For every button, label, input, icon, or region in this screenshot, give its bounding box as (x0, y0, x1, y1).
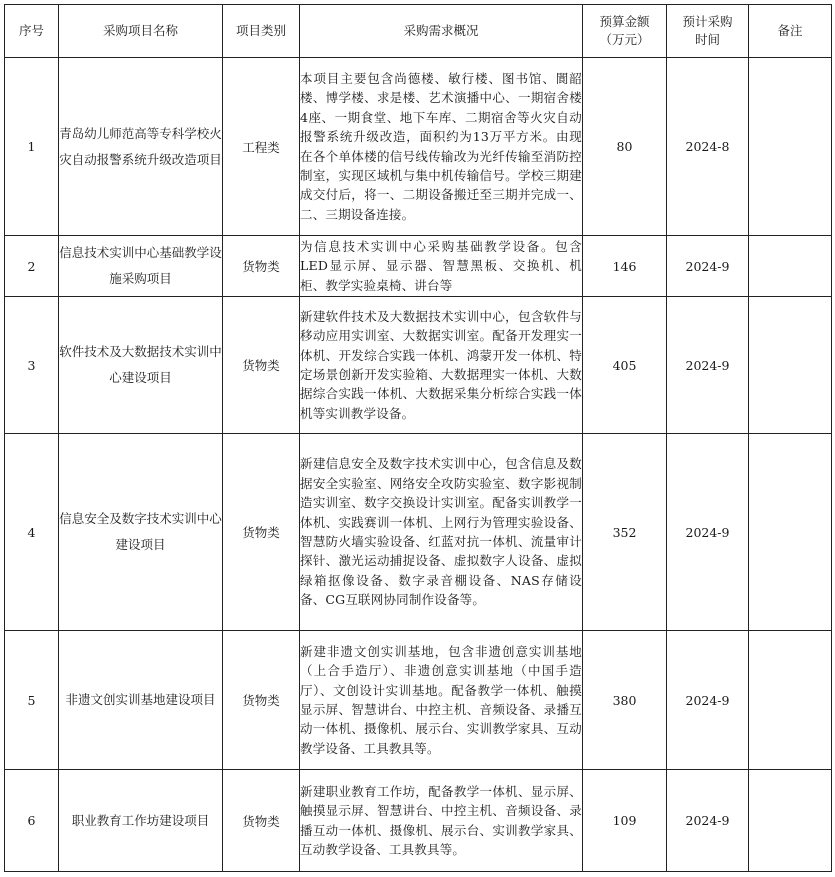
header-no: 序号 (5, 5, 59, 58)
row-time: 2024-9 (667, 434, 749, 631)
row-project-name: 信息安全及数字技术实训中心建设项目 (59, 434, 223, 631)
header-time-line1: 预计采购 (682, 14, 733, 29)
row-no: 1 (5, 58, 59, 236)
row-description: 新建软件技术及大数据技术实训中心，包含软件与移动应用实训室、大数据实训室。配备开发理实一体机、开发综合实践一体机、鸿蒙开发一体机、特定场景创新开发实验箱、大数据理实一体机、大数据综合实践一体机、大数据采集分析综合实践一体机等实训教学设备。 (300, 297, 583, 434)
row-description: 新建非遗文创实训基地，包含非遗创意实训基地（上合手造厅）、非遗创意实训基地（中国手造厅）、文创设计实训基地。配备教学一体机、触摸显示屏、智慧讲台、中控主机、音频设备、录播互动一体机、摄像机、展示台、实训教学家具、互动教学设备、工具教具等。 (300, 631, 583, 770)
row-time: 2024-9 (667, 236, 749, 297)
row-category: 货物类 (223, 434, 300, 631)
row-budget: 352 (583, 434, 667, 631)
row-description: 为信息技术实训中心采购基础教学设备。包含LED显示屏、显示器、智慧黑板、交换机、机柜、教学实验桌椅、讲台等 (300, 236, 583, 297)
table-row (5, 236, 832, 297)
row-category: 货物类 (223, 236, 300, 297)
row-note (749, 236, 832, 297)
row-no: 6 (5, 770, 59, 872)
row-category: 货物类 (223, 297, 300, 434)
header-name: 采购项目名称 (59, 5, 223, 58)
row-note (749, 297, 832, 434)
header-amount-line2: （万元） (599, 32, 650, 47)
table-row (5, 770, 832, 872)
header-desc: 采购需求概况 (300, 5, 583, 58)
header-type: 项目类别 (223, 5, 300, 58)
header-time (667, 5, 749, 58)
table-row (5, 631, 832, 770)
row-time: 2024-9 (667, 770, 749, 872)
row-no: 2 (5, 236, 59, 297)
table-row (5, 434, 832, 631)
header-note: 备注 (749, 5, 832, 58)
row-no: 4 (5, 434, 59, 631)
row-project-name: 信息技术实训中心基础教学设施采购项目 (59, 236, 223, 297)
row-project-name: 软件技术及大数据技术实训中心建设项目 (59, 297, 223, 434)
row-budget: 80 (583, 58, 667, 236)
row-description: 本项目主要包含尚德楼、敏行楼、图书馆、閬韶楼、博学楼、求是楼、艺术演播中心、一期宿舍楼4座、一期食堂、地下车库、二期宿舍等火灾自动报警系统升级改造，面积约为13万平方米。由现在各个单体楼的信号线传输改为光纤传输至消防控制室，实现区域机与集中机传输信号。学校三期建成交付后，将一、二期设备搬迁至三期并完成一、二、三期设备连接。 (300, 58, 583, 236)
row-time: 2024-8 (667, 58, 749, 236)
row-budget: 146 (583, 236, 667, 297)
header-row (5, 5, 832, 58)
row-description: 新建信息安全及数字技术实训中心，包含信息及数据安全实验室、网络安全攻防实验室、数字影视制造实训室、数字交换设计实训室。配备实训教学一体机、实践赛训一体机、上网行为管理实验设备、智慧防火墙实验设备、红蓝对抗一体机、流量审计探针、激光运动捕捉设备、虚拟数字人设备、虚拟绿箱抠像设备、数字录音棚设备、NAS存储设备、CG互联网协同制作设备等。 (300, 434, 583, 631)
row-category: 货物类 (223, 631, 300, 770)
row-time: 2024-9 (667, 297, 749, 434)
header-amount (583, 5, 667, 58)
header-amount-line1: 预算金额 (599, 14, 650, 29)
procurement-table (4, 4, 832, 872)
row-note (749, 434, 832, 631)
row-no: 3 (5, 297, 59, 434)
row-project-name: 非遗文创实训基地建设项目 (59, 631, 223, 770)
header-time-line2: 时间 (694, 32, 720, 47)
row-project-name: 职业教育工作坊建设项目 (59, 770, 223, 872)
row-category: 货物类 (223, 770, 300, 872)
row-time: 2024-9 (667, 631, 749, 770)
row-note (749, 58, 832, 236)
row-budget: 109 (583, 770, 667, 872)
row-project-name: 青岛幼儿师范高等专科学校火灾自动报警系统升级改造项目 (59, 58, 223, 236)
row-description: 新建职业教育工作坊，配备教学一体机、显示屏、触摸显示屏、智慧讲台、中控主机、音频设备、录播互动一体机、摄像机、展示台、实训教学家具、互动教学设备、工具教具等。 (300, 770, 583, 872)
table-row (5, 58, 832, 236)
row-note (749, 631, 832, 770)
row-budget: 380 (583, 631, 667, 770)
row-no: 5 (5, 631, 59, 770)
row-category: 工程类 (223, 58, 300, 236)
row-budget: 405 (583, 297, 667, 434)
row-note (749, 770, 832, 872)
table-row (5, 297, 832, 434)
